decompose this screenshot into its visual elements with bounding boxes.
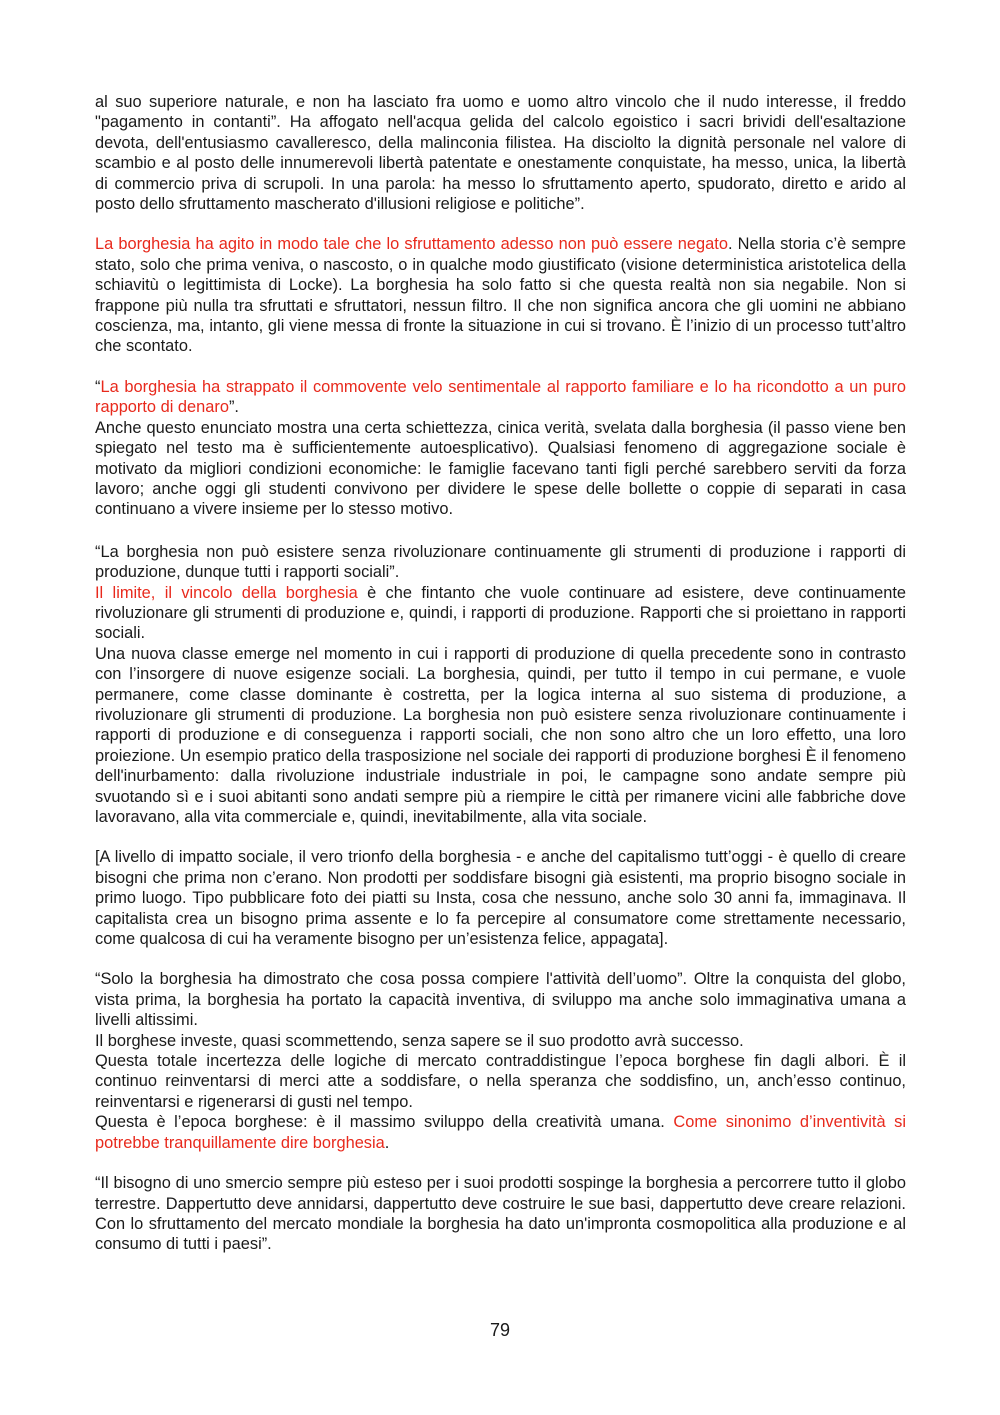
quote-paragraph (95, 377, 906, 418)
highlighted-text: La borghesia ha agito in modo tale che lo sfruttamento adesso non può essere negato (95, 235, 728, 254)
quote-mark: ”. (228, 398, 239, 417)
paragraph-text: . (384, 1133, 390, 1152)
spacer (95, 827, 906, 847)
paragraph-text: . Nella storia c’è sempre stato, solo che prima veniva, o nascosto, o in qualche modo giustificato (visione deterministica aristotelica della schiavitù o legittimista di Locke). La borghesia ha solo fatto si che questa realtà non sia negabile. Non si frappone più nulla tra sfruttati e sfruttatori, nessun filtro. Il che non significa ancora che gli uomini ne abbiano coscienza, ma, intanto, gli viene messa di fronte la situazione in cui si trovano. È l’inizio di un processo tutt’altro che scontato. (95, 235, 907, 356)
quote-paragraph: “Il bisogno di uno smercio sempre più esteso per i suoi prodotti sospinge la borghesia a percorrere tutto il globo terrestre. Dappertutto deve annidarsi, dappertutto deve costruire le sue basi, dappertutto deve creare relazioni. Con lo sfruttamento del mercato mondiale la borghesia ha dato un'impronta cosmopolitica alla produzione e al consumo di tutti i paesi”. (95, 1174, 906, 1254)
paragraph-text: è che fintanto che vuole continuare ad esistere, deve continuamente rivoluzionare gli strumenti di produzione e, quindi, i rapporti di produzione. Rapporti che si proiettano in rapporti sociali. (95, 583, 906, 643)
page-number: 79 (489, 1320, 511, 1340)
paragraph (95, 583, 906, 644)
paragraph (95, 234, 906, 356)
document-body (95, 92, 906, 1255)
spacer (95, 357, 906, 377)
paragraph: al suo superiore naturale, e non ha lasciato fra uomo e uomo altro vincolo che il nudo interesse, il freddo "pagamento in contanti”. Ha affogato nell'acqua gelida del calcolo egoistico i sacri brividi dell'esaltazione devota, dell'entusiasmo cavalleresco, della malinconia filistea. Ha disciolto la dignità personale nel valore di scambio e al posto delle innumerevoli libertà patentate e onestamente conquistate, ha messo, unica, la libertà di commercio priva di scrupoli. In una parola: ha messo lo sfruttamento aperto, spudorato, diretto e arido al posto dello sfruttamento mascherato d'illusioni religiose e politiche”. (95, 93, 906, 214)
paragraph: Questa totale incertezza delle logiche di mercato contraddistingue l’epoca borghese fin dagli albori. È il continuo reinventarsi di merci atte a soddisfare, o nella speranza che soddisfino, un, anch’esso continuo, reinventarsi e rigenerarsi di gusti nel tempo. (95, 1052, 906, 1111)
highlighted-quote: La borghesia ha strappato il commovente velo sentimentale al rapporto familiare e lo ha ricondotto a un puro rapporto di denaro (95, 377, 906, 417)
paragraph: Una nuova classe emerge nel momento in cui i rapporti di produzione di quella precedente sono in contrasto con l’insorgere di nuove esigenze sociali. La borghesia, quindi, per tutto il tempo in cui permane, e vuole permanere, come classe dominante è costretta, per la logica interna al suo sistema di produzione, a rivoluzionare gli strumenti di produzione. La borghesia non può esistere senza rivoluzionare continuamente i rapporti di produzione e di conseguenza i rapporti sociali, che non sono altro che un loro effetto, una loro proiezione. Un esempio pratico della trasposizione nel sociale dei rapporti di produzione borghesi È il fenomeno dell'inurbamento: dalla rivoluzione industriale industriale in poi, le campagne sono andate sempre più svuotando sì e i suoi abitanti sono andati sempre più a riempire le città per rimanere vicini alle fabbriche dove lavoravano, alla vita commerciale e, quindi, inevitabilmente, alla vita sociale. (95, 644, 906, 826)
highlighted-text: Come sinonimo d’inventività si potrebbe tranquillamente dire borghesia (95, 1113, 907, 1152)
spacer (95, 520, 906, 542)
paragraph: Anche questo enunciato mostra una certa schiettezza, cinica verità, svelata dalla borghesia (il passo viene ben spiegato nel testo ma è sufficientemente autoesplicativo). Qualsiasi fenomeno di aggregazione sociale è motivato da migliori condizioni economiche: le famiglie facevano tanti figli perché sarebbero serviti da forza lavoro; anche oggi gli studenti convivono per dividere le spese delle bollette o coppie di separati in casa continuano a vivere insieme per lo stesso motivo. (95, 418, 906, 519)
paragraph: [A livello di impatto sociale, il vero trionfo della borghesia - e anche del capitalismo tutt’oggi - è quello di creare bisogni che prima non c’erano. Non prodotti per soddisfare bisogni già esistenti, ma proprio bisogno sociale in primo luogo. Tipo pubblicare foto dei piatti su Insta, cosa che nessuno, anche solo 30 anni fa, immaginava. Il capitalista crea un bisogno prima assente e lo fa percepire al consumatore come strettamente necessario, come qualcosa di cui ha veramente bisogno per un’esistenza felice, appagata]. (95, 848, 906, 949)
spacer (95, 214, 906, 234)
paragraph-text: Questa è l’epoca borghese: è il massimo sviluppo della creatività umana. (95, 1113, 674, 1132)
highlighted-text: Il limite, il vincolo della borghesia (95, 583, 358, 602)
spacer (95, 1153, 906, 1173)
paragraph: “Solo la borghesia ha dimostrato che cosa possa compiere l'attività dell’uomo”. Oltre la conquista del globo, vista prima, la borghesia ha portato la capacità inventiva, di sviluppo ma anche solo immaginativa umana a livelli altissimi. (95, 970, 906, 1030)
paragraph (95, 1112, 906, 1153)
quote-paragraph: “La borghesia non può esistere senza rivoluzionare continuamente gli strumenti di produzione i rapporti di produzione, dunque tutti i rapporti sociali”. (95, 542, 906, 582)
quote-mark: “ (95, 377, 101, 396)
paragraph: Il borghese investe, quasi scommettendo, senza sapere se il suo prodotto avrà successo. (95, 1031, 744, 1050)
spacer (95, 949, 906, 969)
